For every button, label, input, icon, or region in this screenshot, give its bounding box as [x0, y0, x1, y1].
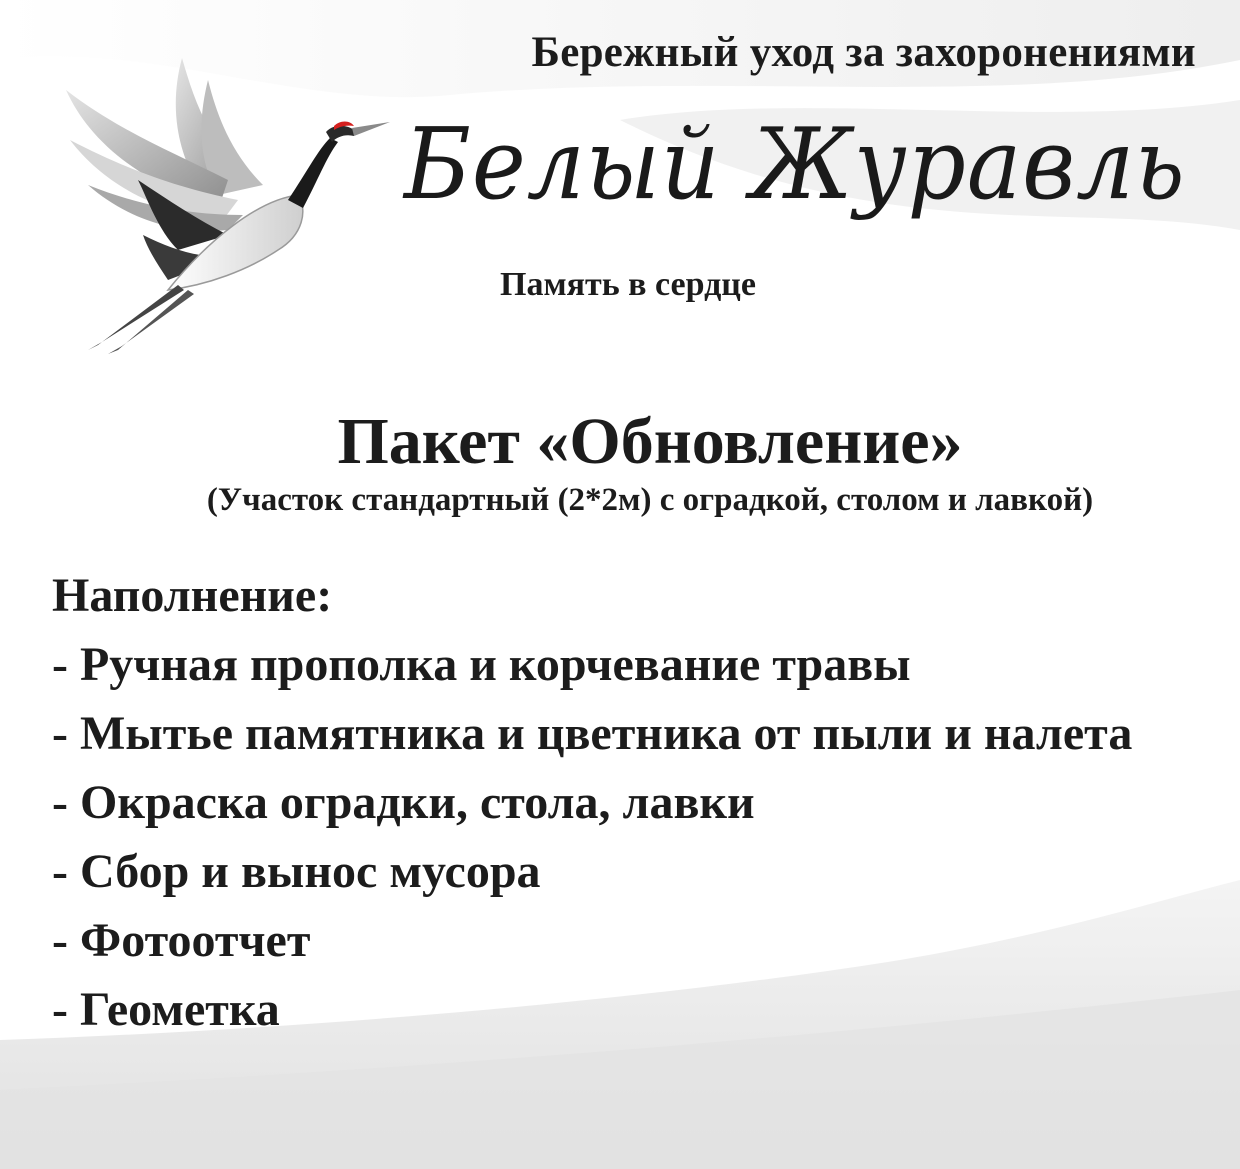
contents-list	[52, 630, 1132, 1044]
list-item: - Мытье памятника и цветника от пыли и налета	[52, 707, 1133, 760]
brand-motto: Память в сердце	[500, 266, 756, 303]
package-subtitle: (Участок стандартный (2*2м) с оградкой, столом и лавкой)	[206, 482, 1094, 518]
contents-heading: Наполнение:	[52, 569, 333, 622]
list-item: - Фотоотчет	[52, 914, 311, 967]
list-item: - Окраска оградки, стола, лавки	[52, 776, 755, 829]
package-contents	[52, 561, 1132, 1044]
brand-name: Белый Журавль	[404, 108, 1186, 222]
list-item: - Геометка	[52, 983, 280, 1036]
package-title: Пакет «Обновление»	[337, 405, 963, 478]
crane-icon	[58, 50, 398, 355]
list-item: - Сбор и вынос мусора	[52, 845, 541, 898]
tagline: Бережный уход за захоронениями	[531, 29, 1196, 76]
list-item: - Ручная прополка и корчевание травы	[52, 638, 911, 691]
